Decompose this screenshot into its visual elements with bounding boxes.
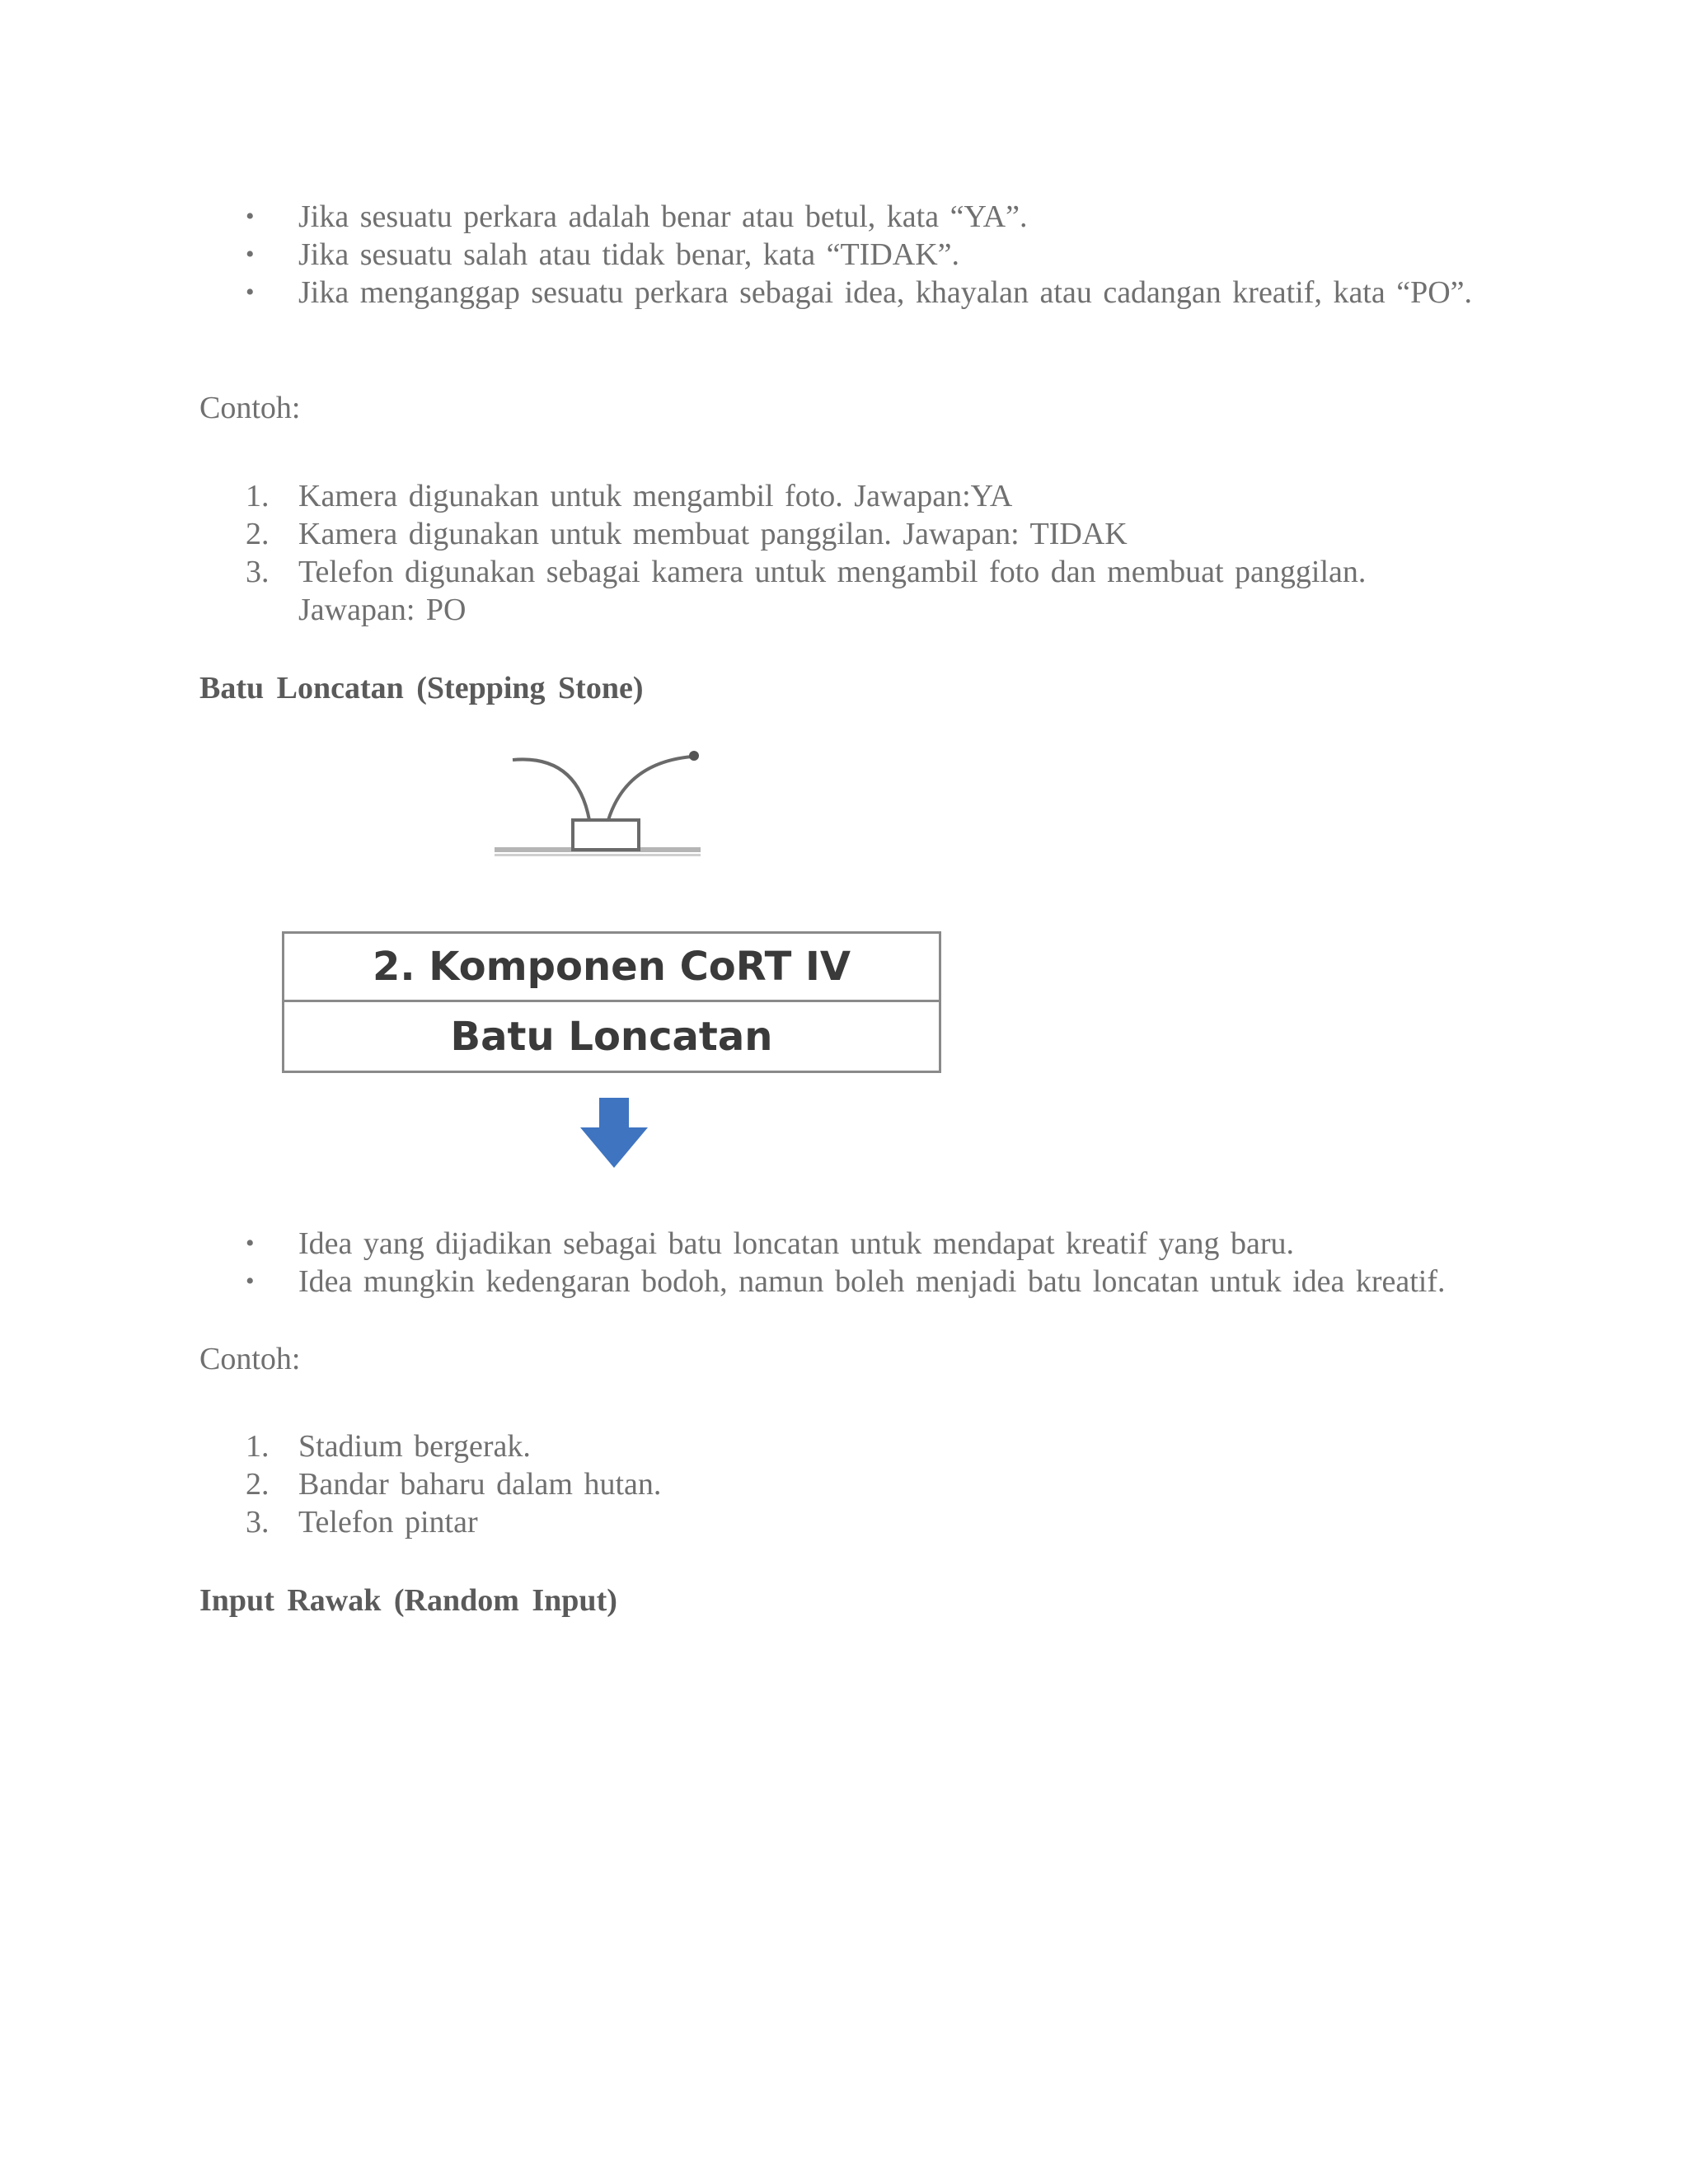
list-item: [199, 515, 1485, 553]
list-item-text: Telefon digunakan sebagai kamera untuk mengambil foto dan membuat panggilan. Jawapan: PO: [298, 555, 1367, 627]
list-number: 1.: [246, 479, 270, 513]
bullet-item: [199, 274, 1485, 312]
arrow-down-icon: [577, 1098, 651, 1172]
list-item: [199, 1465, 1485, 1503]
list-item-text: Bandar baharu dalam hutan.: [298, 1467, 662, 1502]
list-item: [199, 477, 1485, 515]
section2-example-list: [199, 1427, 1485, 1541]
bullet-text: Jika sesuatu salah atau tidak benar, kata “TIDAK”.: [298, 237, 960, 272]
bullet-icon: •: [246, 203, 255, 230]
list-item-text: Kamera digunakan untuk mengambil foto. Jawapan:YA: [298, 479, 1013, 513]
section-heading: Batu Loncatan (Stepping Stone): [199, 671, 644, 705]
list-item-text: Telefon pintar: [298, 1505, 478, 1540]
cort-component-box: [282, 931, 941, 1073]
bullet-text: Idea mungkin kedengaran bodoh, namun boleh menjadi batu loncatan untuk idea kreatif.: [298, 1264, 1446, 1299]
section-heading: Input Rawak (Random Input): [199, 1583, 617, 1618]
list-number: 3.: [246, 1505, 270, 1540]
bullet-text: Jika sesuatu perkara adalah benar atau betul, kata “YA”.: [298, 199, 1028, 234]
bullet-text: Jika menganggap sesuatu perkara sebagai idea, khayalan atau cadangan kreatif, kata “PO”.: [298, 275, 1473, 310]
bullet-item: [199, 236, 1485, 274]
example-label: Contoh:: [199, 1342, 301, 1376]
box-subtitle: Batu Loncatan: [450, 1013, 773, 1060]
list-number: 3.: [246, 555, 270, 589]
bullet-item: [199, 198, 1485, 236]
list-number: 1.: [246, 1429, 270, 1464]
bullet-item: [199, 1263, 1485, 1301]
section2-bullet-list: [199, 1225, 1485, 1301]
list-item-text: Stadium bergerak.: [298, 1429, 531, 1464]
box-title: 2. Komponen CoRT IV: [284, 934, 939, 1002]
list-number: 2.: [246, 517, 270, 551]
bullet-text: Idea yang dijadikan sebagai batu loncatan untuk mendapat kreatif yang baru.: [298, 1226, 1295, 1261]
bullet-icon: •: [246, 1268, 255, 1295]
cort-figure: [272, 742, 997, 1170]
list-item: [199, 1427, 1485, 1465]
section1-example-list: [199, 477, 1485, 629]
bullet-icon: •: [246, 1230, 255, 1257]
bullet-icon: •: [246, 279, 255, 306]
stepping-stone-icon: [495, 742, 725, 882]
section1-bullet-list: [199, 198, 1485, 312]
list-item: [199, 1503, 1485, 1541]
bullet-icon: •: [246, 241, 255, 268]
bullet-item: [199, 1225, 1485, 1263]
list-number: 2.: [246, 1467, 270, 1502]
list-item-text: Kamera digunakan untuk membuat panggilan. Jawapan: TIDAK: [298, 517, 1128, 551]
list-item: [199, 553, 1485, 629]
example-label: Contoh:: [199, 391, 301, 425]
